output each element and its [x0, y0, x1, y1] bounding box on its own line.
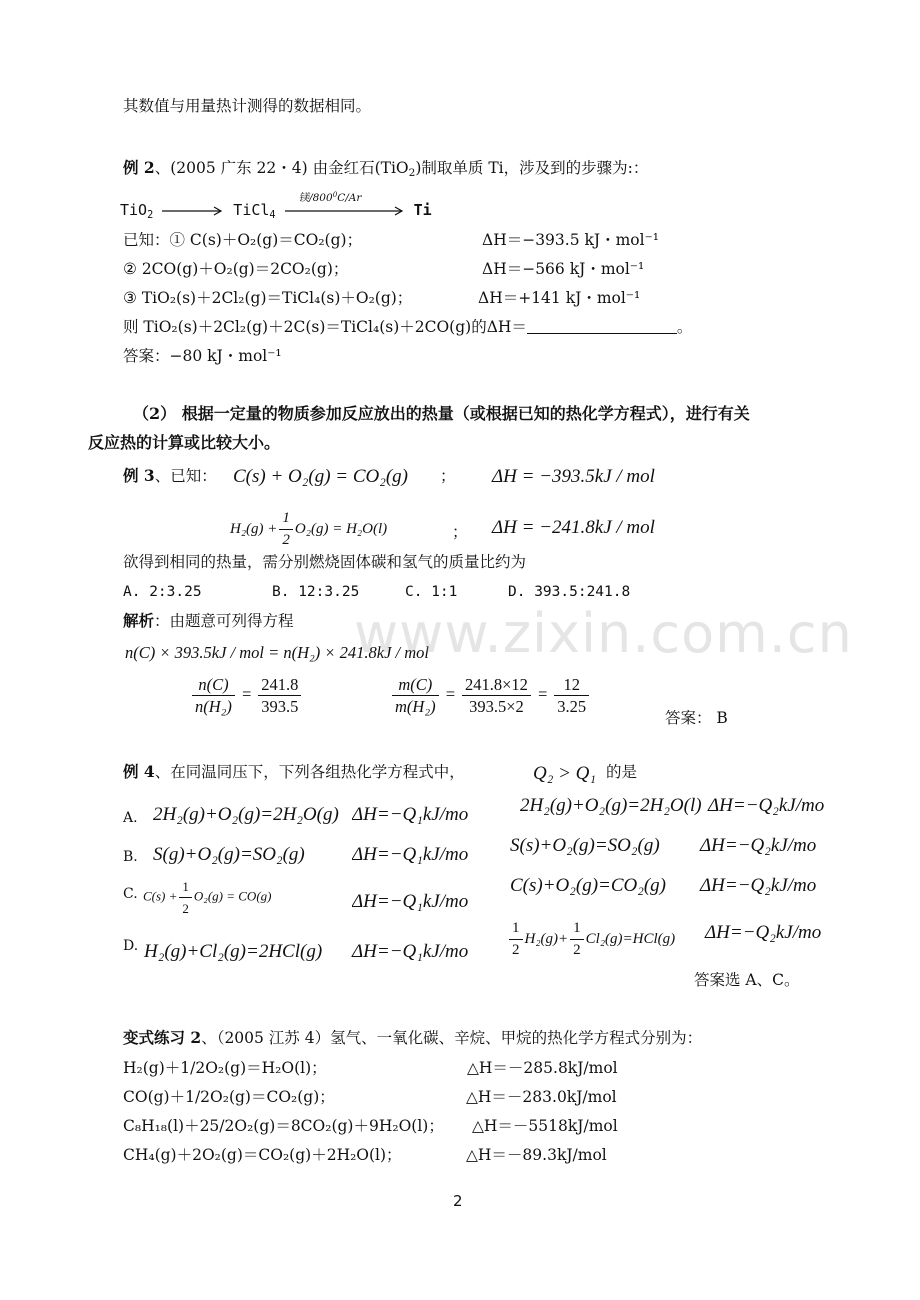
variant-dh-3: △H＝－5518kJ/mol — [472, 1117, 618, 1135]
variant-dh-1: △H＝－285.8kJ/mol — [467, 1059, 618, 1077]
answer-blank — [527, 318, 677, 334]
row-b-tag: B. — [123, 849, 138, 865]
option-c: C. 1:1 — [405, 584, 458, 600]
ratio-equation-2 — [390, 674, 591, 717]
arrow-condition-sup: 0 — [332, 190, 338, 200]
row-a-tag: A. — [123, 810, 138, 826]
option-a: A. 2:3.25 — [123, 584, 202, 600]
row-d-left-eq: H₂(g)+Cl₂(g)=2HCl(g) — [144, 941, 323, 962]
row-d-right-dh: ΔH=−Q₂kJ/mo — [705, 922, 822, 943]
example-3-label: 例 3 — [123, 466, 155, 485]
f4-equals: = — [537, 684, 549, 704]
chain-ti: Ti — [413, 201, 432, 219]
row-d-half-2 — [570, 918, 584, 961]
f1-den: n(H₂) — [195, 697, 232, 716]
row-c-tag: C. — [123, 886, 138, 902]
f1-equals: = — [241, 684, 253, 704]
chain-tio2-sub: 2 — [147, 210, 154, 222]
row-d-num-1: 1 — [509, 918, 523, 940]
example-2-title-sub: 2 — [408, 167, 416, 180]
chain-tio2: TiO — [120, 201, 148, 219]
row-a-right-dh: ΔH=−Q₂kJ/mo — [708, 795, 825, 816]
row-d-eq-a: H₂(g)+ — [524, 930, 569, 947]
row-c-right-eq: C(s)+O₂(g)=CO₂(g) — [510, 875, 666, 896]
example-3-lead — [123, 466, 217, 486]
f3-den: m(H₂) — [395, 697, 436, 716]
example-3-eq2 — [230, 508, 387, 550]
eq2-half-fraction — [279, 508, 293, 551]
variant-eq-1: H₂(g)＋1/2O₂(g)＝H₂O(l)； — [123, 1059, 327, 1077]
example-3-question: 欲得到相同的热量，需分别燃烧固体碳和氢气的质量比约为 — [123, 553, 527, 571]
q2-gt-q1: Q₂ > Q₁ — [533, 763, 596, 784]
row-c-left-eq — [143, 876, 271, 919]
known-dh-2: ΔH＝−566 kJ・mol⁻¹ — [482, 260, 645, 278]
option-d: D. 393.5:241.8 — [508, 584, 631, 600]
plain-arrow — [162, 205, 224, 217]
condition-arrow — [285, 190, 405, 217]
row-d-right-eq — [507, 918, 675, 961]
arrow-condition-text: 镁/800 — [298, 192, 333, 204]
example-2-title-text: 、(2005 广东 22・4) 由金红石(TiO — [154, 159, 409, 177]
example-3-eq2-dh: ΔH = −241.8kJ / mol — [492, 517, 655, 538]
row-d-tag: D. — [123, 938, 139, 954]
example-3-eq1-dh: ΔH = −393.5kJ / mol — [492, 466, 655, 487]
f3-equals: = — [444, 684, 456, 704]
eq2-part-a: H₂(g) + — [230, 520, 278, 537]
option-b: B. 12:3.25 — [272, 584, 360, 600]
row-a-right-eq: 2H₂(g)+O₂(g)=2H₂O(l) — [520, 795, 702, 816]
variant-eq-3: C₈H₁₈(l)＋25/2O₂(g)＝8CO₂(g)＋9H₂O(l)； — [123, 1117, 444, 1135]
row-c-left-dh: ΔH=−Q₁kJ/mo — [352, 892, 469, 912]
f2-num: 241.8 — [258, 674, 301, 696]
question-end: 。 — [676, 318, 693, 336]
page-number: 2 — [453, 1192, 463, 1210]
row-c-den: 2 — [182, 901, 189, 916]
row-d-den-2: 2 — [573, 942, 581, 958]
example-3-answer: 答案： B — [665, 709, 728, 727]
reaction-chain — [120, 190, 432, 222]
row-b-right-dh: ΔH=−Q₂kJ/mo — [700, 835, 817, 856]
known-dh-3: ΔH＝+141 kJ・mol⁻¹ — [478, 289, 641, 307]
variant-2-title — [123, 1028, 702, 1048]
row-c-half — [179, 876, 192, 919]
row-a-left-dh: ΔH=−Q₁kJ/mo — [352, 805, 469, 825]
fraction-mc-mh2 — [392, 674, 439, 717]
f5-den: 3.25 — [557, 697, 587, 716]
analysis-text: ：由题意可列得方程 — [154, 612, 294, 630]
variant-2-lead: 、（2005 江苏 4）氢气、一氧化碳、辛烷、甲烷的热化学方程式分别为： — [201, 1029, 703, 1047]
eq2-part-b: O₂(g) = H₂O(l) — [294, 520, 388, 537]
eq2-den: 2 — [282, 532, 290, 548]
f4-num: 241.8×12 — [462, 674, 531, 696]
row-c-eq-b: O₂(g) = CO(g) — [193, 888, 272, 904]
analysis-label: 解析 — [123, 611, 155, 630]
row-d-half-1 — [509, 918, 523, 961]
example-4-answer: 答案选 A、C。 — [694, 971, 800, 989]
example-2-question — [123, 317, 692, 337]
example-2-answer: 答案：−80 kJ・mol⁻¹ — [123, 347, 282, 365]
watermark: www.zixin.com.cn — [354, 602, 853, 665]
variant-eq-2: CO(g)＋1/2O₂(g)＝CO₂(g)； — [123, 1088, 335, 1106]
arrow-condition — [299, 188, 362, 208]
row-a-left-eq: 2H₂(g)+O₂(g)=2H₂O(g) — [153, 804, 339, 825]
example-3-eq1-sep: ； — [440, 467, 456, 485]
question-text: 则 TiO₂(s)＋2Cl₂(g)＋2C(s)＝TiCl₄(s)＋2CO(g)的ΔH＝ — [123, 318, 527, 336]
fraction-nc-nh2 — [192, 674, 235, 717]
example-2-title — [123, 158, 648, 178]
eq2-num: 1 — [279, 508, 293, 530]
example-3-eq3: n(C) × 393.5kJ / mol = n(H₂) × 241.8kJ / mol — [125, 643, 430, 662]
example-2-label: 例 2 — [123, 158, 155, 177]
example-3-eq1: C(s) + O₂(g) = CO₂(g) — [233, 466, 408, 487]
example-3-lead-text: 、已知： — [154, 467, 217, 485]
known-dh-1: ΔH＝−393.5 kJ・mol⁻¹ — [482, 231, 659, 249]
variant-eq-4: CH₄(g)＋2O₂(g)＝CO₂(g)＋2H₂O(l)； — [123, 1146, 402, 1164]
example-4-label: 例 4 — [123, 762, 155, 781]
chain-ticl4-sub: 4 — [269, 210, 276, 222]
example-4-tail: 的是 — [606, 763, 638, 781]
section-2-heading-line1: （2） 根据一定量的物质参加反应放出的热量（或根据已知的热化学方程式），进行有关 — [133, 404, 750, 423]
f2-den: 393.5 — [261, 697, 299, 716]
f4-den: 393.5×2 — [469, 697, 524, 716]
f3-num: m(C) — [392, 674, 439, 696]
example-4-lead-text: 、在同温同压下，下列各组热化学方程式中， — [154, 763, 465, 781]
row-c-eq-a: C(s) + — [143, 888, 178, 904]
known-reaction-3: ③ TiO₂(s)＋2Cl₂(g)＝TiCl₄(s)＋O₂(g)； — [123, 289, 413, 307]
known-reaction-1: 已知：① C(s)＋O₂(g)＝CO₂(g)； — [123, 231, 363, 249]
variant-2-label: 变式练习 2 — [123, 1028, 202, 1047]
fraction-product — [462, 674, 531, 717]
example-4-lead — [123, 762, 465, 782]
known-reaction-2: ② 2CO(g)＋O₂(g)＝2CO₂(g)； — [123, 260, 349, 278]
arrow-condition-end: C/Ar — [337, 192, 362, 204]
variant-dh-4: △H＝－89.3kJ/mol — [466, 1146, 607, 1164]
example-2-title-end: )制取单质 Ti，涉及到的步骤为:： — [415, 159, 649, 177]
row-b-right-eq: S(s)+O₂(g)=SO₂(g) — [510, 835, 660, 856]
section-2-heading-line2: 反应热的计算或比较大小。 — [88, 433, 281, 452]
row-d-left-dh: ΔH=−Q₁kJ/mo — [352, 941, 469, 962]
example-3-eq2-sep: ； — [452, 523, 468, 541]
row-d-num-2: 1 — [570, 918, 584, 940]
f5-num: 12 — [554, 674, 589, 696]
row-c-num: 1 — [179, 876, 192, 898]
row-c-right-dh: ΔH=−Q₂kJ/mo — [700, 875, 817, 896]
chain-ticl4: TiCl — [233, 201, 270, 219]
fraction-2418-3935 — [258, 674, 301, 717]
intro-line: 其数值与用量热计测得的数据相同。 — [123, 97, 372, 115]
row-b-left-eq: S(g)+O₂(g)=SO₂(g) — [153, 844, 305, 865]
row-b-left-dh: ΔH=−Q₁kJ/mo — [352, 845, 469, 865]
row-d-eq-b: Cl₂(g)=HCl(g) — [585, 930, 676, 947]
f1-num: n(C) — [192, 674, 235, 696]
fraction-12-325 — [554, 674, 589, 717]
ratio-equation-1 — [190, 674, 303, 717]
variant-dh-2: △H＝－283.0kJ/mol — [466, 1088, 617, 1106]
row-d-den-1: 2 — [512, 942, 520, 958]
analysis-line — [123, 611, 294, 631]
